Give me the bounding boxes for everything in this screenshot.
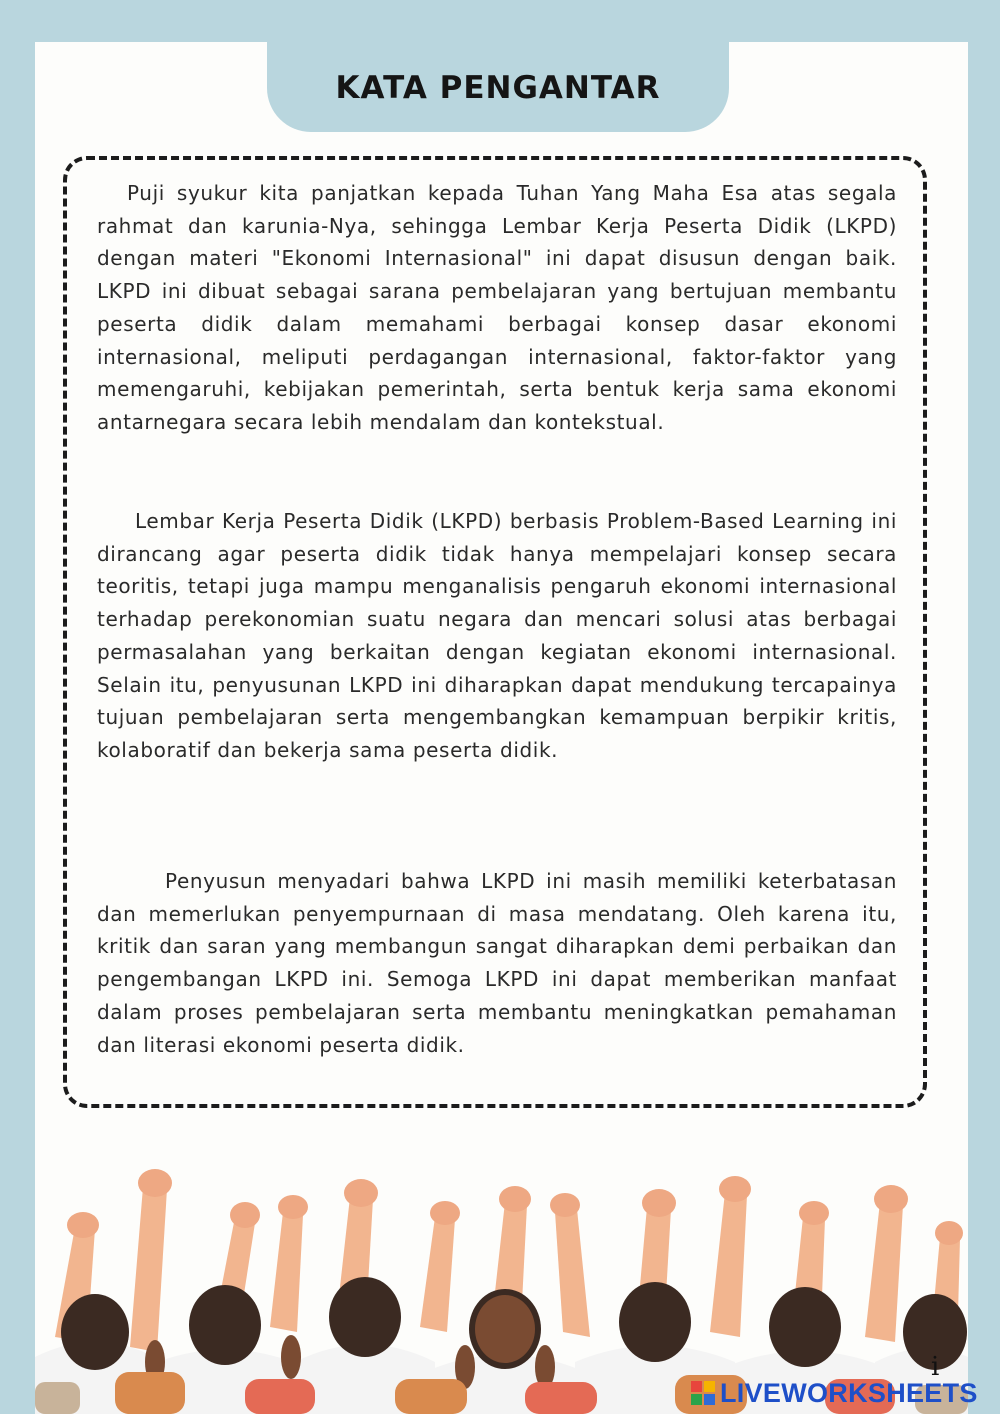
- page-number: i: [931, 1352, 940, 1382]
- liveworksheets-label: LIVEWORKSHEETS: [720, 1377, 978, 1408]
- paragraph-2: Lembar Kerja Peserta Didik (LKPD) berbasis Problem-Based Learning ini dirancang agar peserta didik tidak hanya mempelajari konsep secara teoritis, tetapi juga mampu menganalisis pengaruh ekonomi internasional terhadap perekonomian suatu negara dan mencari solusi atas berbagai permasalahan yang berkaitan dengan kegiatan ekonomi internasional. Selain itu, penyusunan LKPD ini diharapkan dapat mendukung tercapainya tujuan pembelajaran serta mengembangkan kemampuan berpikir kritis, kolaboratif dan bekerja sama peserta didik.: [97, 509, 897, 762]
- page-title: KATA PENGANTAR: [335, 70, 661, 106]
- page: [35, 42, 968, 1414]
- paragraph-1: Puji syukur kita panjatkan kepada Tuhan Yang Maha Esa atas segala rahmat dan karunia-Nya, sehingga Lembar Kerja Peserta Didik (LKPD) dengan materi "Ekonomi Internasional" ini dapat disusun dengan baik. LKPD ini dibuat sebagai sarana pembelajaran yang bertujuan membantu peserta didik dalam memahami berbagai konsep dasar ekonomi internasional, meliputi perdagangan internasional, faktor-faktor yang memengaruhi, kebijakan pemerintah, serta bentuk kerja sama ekonomi antarnegara secara lebih mendalam dan kontekstual.: [97, 181, 897, 434]
- title-tab: [267, 42, 729, 132]
- paragraph-3: Penyusun menyadari bahwa LKPD ini masih memiliki keterbatasan dan memerlukan penyempurnaan di masa mendatang. Oleh karena itu, kritik dan saran yang membangun sangat diharapkan demi perbaikan dan pengembangan LKPD ini. Semoga LKPD ini dapat memberikan manfaat dalam proses pembelajaran serta membantu meningkatkan pemahaman dan literasi ekonomi peserta didik.: [97, 869, 897, 1057]
- liveworksheets-watermark[interactable]: [690, 1372, 1000, 1414]
- liveworksheets-logo-icon: [690, 1380, 716, 1406]
